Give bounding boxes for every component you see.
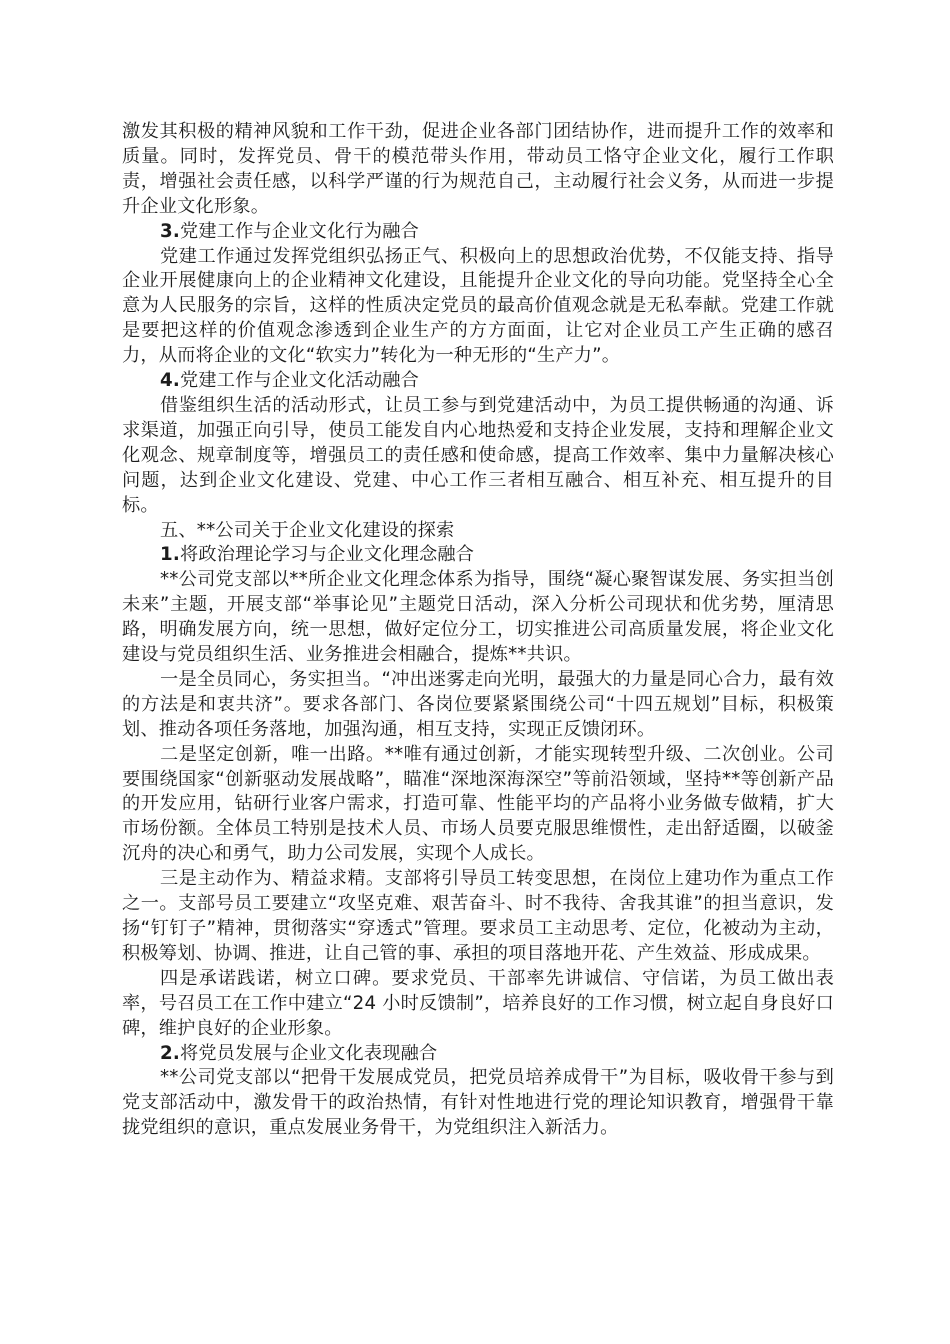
paragraph: **公司党支部以**所企业文化理念体系为指导，围绕“凝心聚智谋发展、务实担当创未来”主题，开展支部“举事论见”主题党日活动，深入分析公司现状和优劣势，厘清思路，明确发展方向，统一思想，做好定位分工，切实推进公司高质量发展，将企业文化建设与党员组织生活、业务推进会相融合，提炼**共识。 [122,569,834,666]
section-heading [122,1042,834,1067]
paragraph: 四是承诺践诺，树立口碑。要求党员、干部率先讲诚信、守信诺，为员工做出表率，号召员工在工作中建立“24 小时反馈制”，培养良好的工作习惯，树立起自身良好口碑，维护良好的企业形象。 [122,967,834,1039]
heading-number: 4. [160,370,180,392]
heading-number: 1. [160,544,180,566]
paragraph: **公司党支部以“把骨干发展成党员，把党员培养成骨干”为目标，吸收骨干参与到党支部活动中，激发骨干的政治热情，有针对性地进行党的理论知识教育，增强骨干靠拢党组织的意识，重点发展业务骨干，为党组织注入新活力。 [122,1067,834,1139]
heading-number: 2. [160,1042,180,1064]
paragraph: 党建工作通过发挥党组织弘扬正气、积极向上的思想政治优势，不仅能支持、指导企业开展健康向上的企业精神文化建设，且能提升企业文化的导向功能。党坚持全心全意为人民服务的宗旨，这样的性质决定党员的最高价值观念就是无私奉献。党建工作就是要把这样的价值观念渗透到企业生产的方方面面，让它对企业员工产生正确的感召力，从而将企业的文化“软实力”转化为一种无形的“生产力”。 [122,245,834,367]
section-heading [122,543,834,568]
paragraph: 一是全员同心，务实担当。“冲出迷雾走向光明，最强大的力量是同心合力，最有效的方法是和衷共济”。要求各部门、各岗位要紧紧围绕公司“十四五规划”目标，积极策划、推动各项任务落地，加强沟通，相互支持，实现正反馈闭环。 [122,668,834,740]
section-heading [122,369,834,394]
heading-text: 将党员发展与企业文化表现融合 [179,1042,438,1064]
section-heading [122,220,834,245]
paragraph: 激发其积极的精神风貌和工作干劲，促进企业各部门团结协作，进而提升工作的效率和质量。同时，发挥党员、骨干的模范带头作用，带动员工恪守企业文化，履行工作职责，增强社会责任感，以科学严谨的行为规范自己，主动履行社会义务，从而进一步提升企业文化形象。 [122,121,834,217]
paragraph: 借鉴组织生活的活动形式，让员工参与到党建活动中，为员工提供畅通的沟通、诉求渠道，加强正向引导，使员工能发自内心地热爱和支持企业发展，支持和理解企业文化观念、规章制度等，增强员工的责任感和使命感，提高工作效率、集中力量解决核心问题，达到企业文化建设、党建、中心工作三者相互融合、相互补充、相互提升的目标。 [122,394,834,516]
heading-text: 党建工作与企业文化行为融合 [179,220,420,242]
paragraph: 三是主动作为、精益求精。支部将引导员工转变思想，在岗位上建功作为重点工作之一。支部号员工要建立“攻坚克难、艰苦奋斗、时不我待、舍我其谁”的担当意识，发扬“钉钉子”精神，贯彻落实“穿透式”管理。要求员工主动思考、定位，化被动为主动，积极筹划、协调、推进，让自己管的事、承担的项目落地开花、产生效益、形成成果。 [122,868,834,964]
chapter-heading: 五、**公司关于企业文化建设的探索 [160,519,455,541]
heading-number: 3. [160,220,180,242]
heading-text: 将政治理论学习与企业文化理念融合 [179,544,475,566]
document-body [122,120,834,1141]
paragraph: 二是坚定创新，唯一出路。**唯有通过创新，才能实现转型升级、二次创业。公司要围绕国家“创新驱动发展战略”，瞄准“深地深海深空”等前沿领域，坚持**等创新产品的开发应用，钻研行业客户需求，打造可靠、性能平均的产品将小业务做专做精，扩大市场份额。全体员工特别是技术人员、市场人员要克服思维惯性，走出舒适圈，以破釜沉舟的决心和勇气，助力公司发展，实现个人成长。 [122,743,834,865]
heading-text: 党建工作与企业文化活动融合 [179,370,420,392]
